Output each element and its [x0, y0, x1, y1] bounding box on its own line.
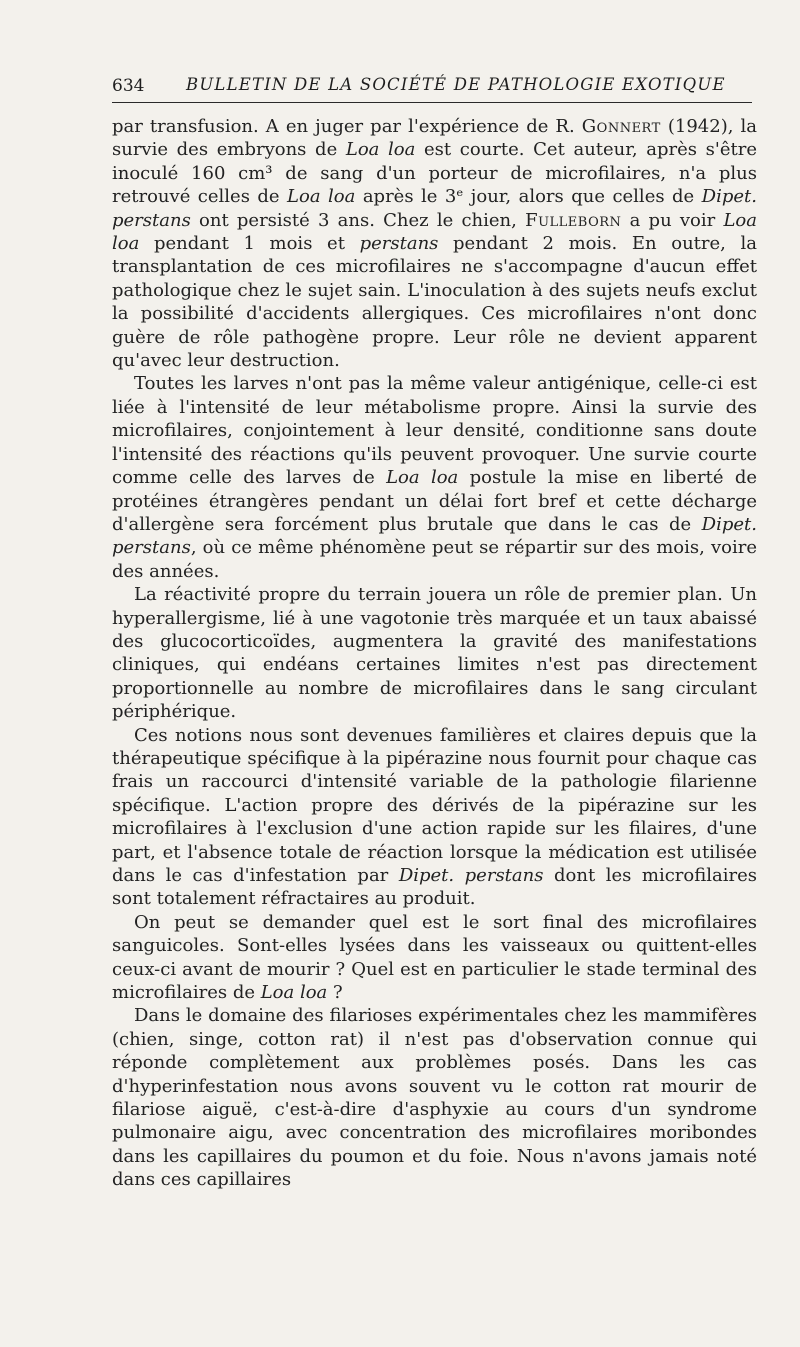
text-run: , où ce même phénomène peut se répartir sur des mois, voire des années. — [112, 537, 757, 582]
italic-term: Loa loa — [112, 209, 757, 255]
text-run: (1942), la survie des embryons de — [112, 116, 757, 161]
article-body — [112, 115, 757, 1192]
text-run: La réactivité propre du terrain jouera un rôle de premier plan. Un hyperallergisme, lié à une vagotonie très marquée et un taux abaissé des glucocorticoïdes, augmentera la gravité des manifestations cliniques, qui endéans certaines limites n'est pas directement proportionnelle au nombre de microfilaires dans le sang circulant périphérique. — [112, 584, 757, 723]
paragraph — [112, 115, 757, 372]
text-run: pendant 1 mois et — [139, 233, 360, 255]
text-run: Ces notions nous sont devenues familières et claires depuis que la thérapeutique spécifique à la pipérazine nous fournit pour chaque cas frais un raccourci d'intensité variable de la pathologie filarienne spécifique. L'action propre des dérivés de la pipérazine sur les microfilaires à l'exclusion d'une action rapide sur les filaires, d'une part, et l'absence totale de réaction lorsque la médication est utilisée dans le cas d'infestation par — [112, 724, 757, 886]
page-number: 634 — [112, 76, 145, 96]
journal-title: BULLETIN DE LA SOCIÉTÉ DE PATHOLOGIE EXOTIQUE — [186, 75, 726, 94]
italic-term: Loa loa — [287, 186, 356, 208]
text-run: est courte. Cet auteur, après s'être inoculé 160 cm³ de sang d'un porteur de microfilaires, n'a plus retrouvé celles de — [112, 139, 757, 208]
italic-term: Loa loa — [260, 982, 328, 1004]
text-run: après le 3ᵉ jour, alors que celles de — [355, 186, 702, 208]
text-run: ont persisté 3 ans. Chez le chien, — [190, 209, 526, 231]
italic-term: Loa loa — [386, 467, 459, 489]
running-header — [112, 72, 752, 103]
italic-term: Dipet. perstans — [112, 513, 757, 559]
paragraph — [112, 911, 757, 1005]
paragraph — [112, 372, 757, 583]
text-run: Toutes les larves n'ont pas la même valeur antigénique, celle-ci est liée à l'intensité de leur métabolisme propre. Ainsi la survie des microfilaires, conjointement à leur densité, conditionne sans doute l'intensité des réactions qu'ils peuvent provoquer. Une survie courte comme celle des larves de — [112, 373, 757, 489]
text-run: On peut se demander quel est le sort final des microfilaires sanguicoles. Sont-elles lysées dans les vaisseaux ou quittent-elles ceux-ci avant de mourir ? Quel est en particulier le stade terminal des microfilaires de — [112, 911, 757, 1004]
text-run: pendant 2 mois. En outre, la transplantation de ces microfilaires ne s'accompagne d'aucun effet pathologique chez le sujet sain. L'inoculation à des sujets neufs exclut la possibilité d'accidents allergiques. Ces microfilaires n'ont donc guère de rôle pathogène propre. Leur rôle ne devient apparent qu'avec leur destruction. — [112, 233, 757, 372]
paragraph — [112, 1004, 757, 1191]
text-run: postule la mise en liberté de protéines étrangères pendant un délai fort bref et cette décharge d'allergène sera forcément plus brutale que dans le cas de — [112, 467, 757, 535]
text-run: dont les microfilaires sont totalement réfractaires au produit. — [112, 865, 757, 910]
italic-term: Dipet. perstans — [398, 865, 544, 886]
italic-term: Loa loa — [345, 139, 416, 161]
text-run: par transfusion. A en juger par l'expérience de R. — [112, 116, 582, 137]
italic-term: Dipet. perstans — [112, 186, 757, 231]
italic-term: perstans — [359, 233, 439, 255]
text-run: ? — [327, 982, 343, 1004]
author-name: Gonnert — [581, 116, 661, 137]
author-name: Fulleborn — [525, 209, 622, 231]
paragraph — [112, 583, 757, 723]
text-run: a pu voir — [621, 209, 724, 231]
text-run: Dans le domaine des filarioses expérimentales chez les mammifères (chien, singe, cotton rat) il n'est pas d'observation connue qui réponde complètement aux problèmes posés. Dans les cas d'hyperinfestation nous avons souvent vu le cotton rat mourir de filariose aiguë, c'est-à-dire d'asphyxie au cours d'un syndrome pulmonaire aigu, avec concentration des microfilaires moribondes dans les capillaires du poumon et du foie. Nous n'avons jamais noté dans ces capillaires — [112, 1005, 757, 1191]
paragraph — [112, 724, 757, 911]
